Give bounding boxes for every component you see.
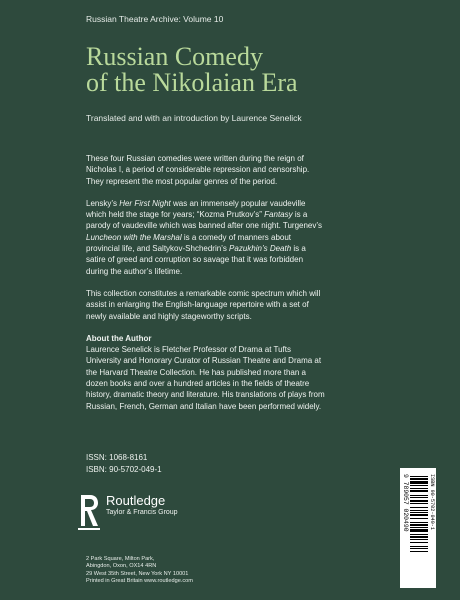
p2-text-2: was an immensely popular vaudeville which held the stage for years; “Kozma Prutkov’s” [86,198,306,220]
blurb-paragraph-3: This collection constitutes a remarkable comic spectrum which will assist in enlarging the English-language repertoire with a set of newly available and highly stageworthy scripts. [86,288,321,321]
address-line-1: 2 Park Square, Milton Park, [86,556,155,562]
series-label: Russian Theatre Archive: Volume 10 [86,14,224,24]
about-text: Laurence Senelick is Fletcher Professor of Drama at Tufts University and Honorary Curator of Russian Theatre and Drama at the Harvard Theatre Collection. He has published more than a dozen books and over a hundred articles in the fields of theatre history, dramatic theory and literature. His translations of plays from Russian, French, German and Italian have been performed widely. [86,345,325,411]
address-line-2: Abingdon, Oxon, OX14 4RN [86,563,157,570]
address-line-4: Printed in Great Britain www.routledge.com [86,577,193,584]
p2-title-fantasy: Fantasy [264,210,293,220]
barcode-bars [410,476,428,552]
p2-title-her-first-night: Her First Night [119,198,171,208]
barcode-isbn-text: ISBN 90-5702-049-1 [429,474,435,531]
issn: ISSN: 1068-8161 [86,453,148,462]
p2-text-1: Lensky’s [86,198,120,208]
isbn-barcode [400,468,436,588]
p2-title-pazukhin: Pazukhin’s Death [229,244,292,254]
routledge-r-logo-icon [78,493,100,531]
title-line-2: of the Nikolaian Era [86,68,298,97]
identifiers [86,452,162,475]
title-line-1: Russian Comedy [86,42,263,71]
p2-title-luncheon: Luncheon with the Marshal [86,232,182,242]
p2-text-5: is a satire of greed and corruption so savage that it was forbidden during the author’s lifetime. [86,244,306,276]
p2-text-4: is a comedy of manners about provincial life, and Saltykov-Shchedrin’s [86,232,292,254]
publisher-name: Routledge [106,493,166,508]
isbn: ISBN: 90-5702-049-1 [86,464,162,474]
address-line-3: 29 West 35th Street, New York NY 10001 [86,570,189,577]
blurb-paragraph-1: These four Russian comedies were written during the reign of Nicholas I, a period of considerable repression and censorship. They represent the most popular genres of the period. [86,154,310,186]
translator-credit: Translated and with an introduction by Laurence Senelick [86,113,302,123]
blurb-paragraph-2 [86,198,326,277]
barcode-digits: 9 789057 020490 [402,474,409,532]
blurb [86,153,326,412]
publisher-address [86,556,193,585]
about-heading: About the Author [86,333,152,343]
book-title [86,44,386,96]
publisher-group: Taylor & Francis Group [106,509,178,516]
publisher-logo [78,493,178,531]
p2-text-3: is a parody of vaudeville which was banned after one night. Turgenev’s [86,210,323,231]
